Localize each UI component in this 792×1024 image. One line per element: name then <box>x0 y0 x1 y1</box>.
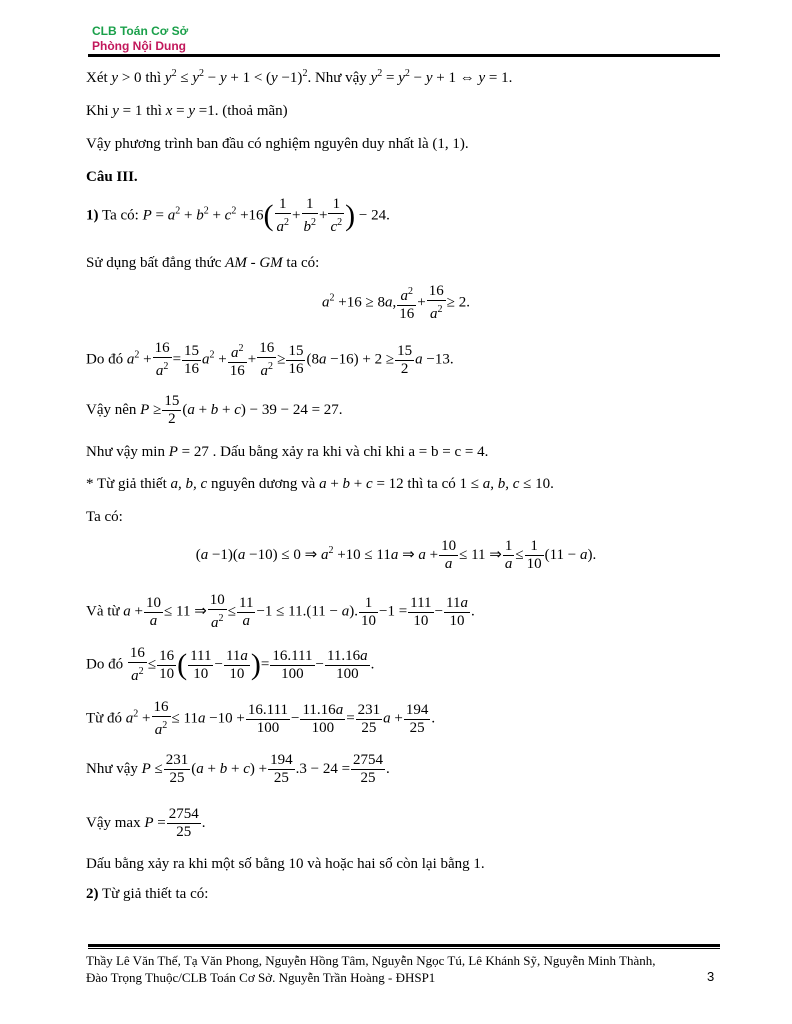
text-line: Vậy phương trình ban đầu có nghiệm nguyên duy nhất là (1, 1). <box>86 136 469 152</box>
formula-line: 1) Ta có: $P = a^2 + b^2 + c^2 +16$( $\frac{1}{a^2}$ + $\frac{1}{b^2}$ + $\frac{1}{c^2}$ ) − 24. <box>86 196 390 235</box>
formula-line: Vậy max P = $\frac{2754}{25}$ . <box>86 806 206 840</box>
text-line: Ta có: <box>86 509 123 525</box>
text-line: Xét y > 0 thì $y^2 \le y^2 - y + 1 < (y -1)^2$. Như vậy $y^2 = y^2 - y + 1$ ⇔ y = 1. <box>86 68 513 86</box>
formula-line: Vậy nên P ≥ $\frac{15}{2}$ (a + b + c) − 39 − 24 = 27. <box>86 393 343 427</box>
formula-line: (a −1)(a −10) ≤ 0 ⇒ $a^2 +10 \le 11a$ ⇒ a + $\frac{10}{a}$ ≤ 11 ⇒ $\frac{1}{a}$ ≤ $\frac{1}{10}$ (11 − a). <box>195 538 597 572</box>
text-line: * Từ giả thiết a, b, c nguyên dương và a + b + c = 12 thì ta có 1 ≤ a, b, c ≤ 10. <box>86 476 554 492</box>
footer-authors-1: Thầy Lê Văn Thế, Tạ Văn Phong, Nguyễn Hồng Tâm, Nguyễn Ngọc Tú, Lê Khánh Sỹ, Nguyễn Minh Thành, <box>86 953 656 968</box>
section-heading: Câu III. <box>86 169 138 185</box>
formula-line: Do đó $a^2$ + $\frac{16}{a^2}$ = $\frac{15}{16}$ $a^2$ + $\frac{a^2}{16}$ + $\frac{16}{a^2}$ ≥ $\frac{15}{16}$ (8a −16) + 2 ≥ $\frac{15}{2}$ a −13. <box>86 340 454 379</box>
formula-line: Như vậy P ≤ $\frac{231}{25}$ (a + b + c) + $\frac{194}{25}$ .3 − 24 = $\frac{2754}{25}$ . <box>86 752 390 786</box>
formula-line: Và từ a + $\frac{10}{a}$ ≤ 11 ⇒ $\frac{10}{a^2}$ ≤ $\frac{11}{a}$ −1 ≤ 11.(11 − a). $\frac{1}{10}$ −1 = $\frac{111}{10}$ − $\frac{11a}{10}$ . <box>86 592 475 631</box>
formula-line: $a^2 +16 \ge 8a$, $\frac{a^2}{16}$ + $\frac{16}{a^2}$ ≥ 2. <box>322 283 470 322</box>
formula-line: Do đó $\frac{16}{a^2}$ ≤ $\frac{16}{10}$ ( $\frac{111}{10}$ − $\frac{11a}{10}$ )= $\frac{16.111}{100}$ − $\frac{11.16a}{100}$ . <box>86 645 375 684</box>
text-line: Khi y = 1 thì x = y =1. (thoả mãn) <box>86 103 288 119</box>
header-rule <box>88 54 720 57</box>
footer-authors-2: Đào Trọng Thuộc/CLB Toán Cơ Sở. Nguyễn Trần Hoàng - ĐHSP1 <box>86 970 436 985</box>
footer-rule <box>88 944 720 947</box>
formula-line: Từ đó $a^2$ + $\frac{16}{a^2}$ ≤ 11a −10 + $\frac{16.111}{100}$ − $\frac{11.16a}{100}$ = $\frac{231}{25}$ a + $\frac{194}{25}$ . <box>86 699 436 738</box>
text-line: Như vậy min P = 27 . Dấu bằng xảy ra khi và chỉ khi a = b = c = 4. <box>86 444 489 460</box>
footer-rule-thin <box>88 948 720 949</box>
club-name: CLB Toán Cơ Sở <box>92 24 189 38</box>
text-line: Dấu bằng xảy ra khi một số bằng 10 và hoặc hai số còn lại bằng 1. <box>86 856 485 872</box>
text-line: 2) Từ giả thiết ta có: <box>86 886 209 902</box>
department-name: Phòng Nội Dung <box>92 39 186 53</box>
page-number: 3 <box>707 969 715 984</box>
text-line: Sử dụng bất đẳng thức AM - GM ta có: <box>86 255 320 271</box>
